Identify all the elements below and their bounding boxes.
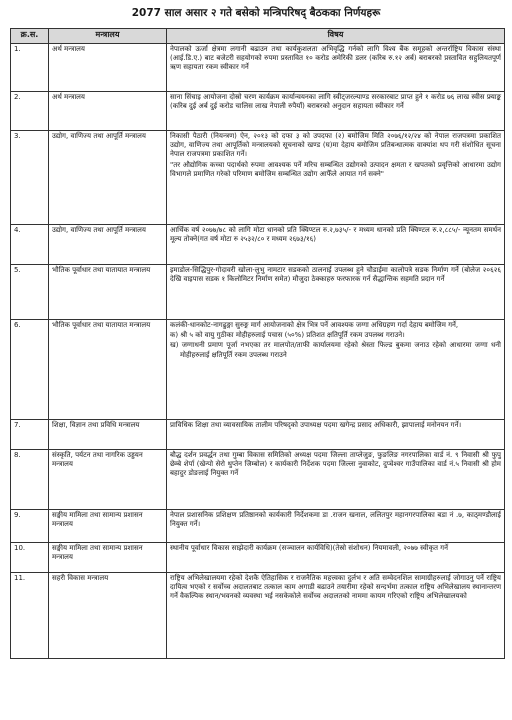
row-ministry: संस्कृति, पर्यटन तथा नागरिक उड्डयन मन्त्रालय	[49, 450, 167, 510]
table-row	[11, 131, 505, 225]
decisions-table	[10, 28, 505, 659]
row-sn: 6.	[11, 320, 49, 420]
row-ministry: अर्थ मन्त्रालय	[49, 92, 167, 131]
page-title: 2077 साल असार २ गते बसेको मन्त्रिपरिषद् बैठकका निर्णयहरू	[131, 7, 381, 19]
row-subject: स्थानीय पूर्वाधार विकास साझेदारी कार्यक्रम (सञ्चालन कार्यविधि)(तेस्रो संशोधन) नियमावली, २०७७ स्वीकृत गर्ने	[167, 543, 505, 573]
list-item: क) श्री ५ को वायु गुठीका मोहीहरुलाई पचास (५०%) प्रतिशत क्षतिपूर्ति रकम उपलब्ध गराउने।	[170, 331, 405, 340]
table-row	[11, 510, 505, 543]
row-sn: 4.	[11, 225, 49, 265]
row-ministry: भौतिक पूर्वाधार तथा यातायात मन्त्रालय	[49, 320, 167, 420]
row-subject: प्राविधिक शिक्षा तथा व्यावसायिक तालीम परिषद्को उपाध्यक्ष पदमा खगेन्द्र प्रसाद अधिकारी, झापालाई मनोनयन गर्ने।	[167, 420, 505, 450]
table-row	[11, 420, 505, 450]
row-ministry: सङ्घीय मामिला तथा सामान्य प्रशासन मन्त्रालय	[49, 510, 167, 543]
table-row	[11, 573, 505, 659]
row-subject: बौद्ध दर्शन प्रवर्द्धन तथा गुम्बा विकास समितिको अध्यक्ष पदमा जिल्ला ताप्लेजुङ, फुङलिङ नगरपालिका वार्ड नं. ९ निवासी श्री फुपु छेम्बे शेर्पा (खेन्पो सेरो थुप्तेन जिम्बोल) र कार्यकारी निर्देशक पदमा जिल्ला नुवाकोट, दुप्चेश्वर गाउँपालिका वार्ड नं.५ निवासी श्री होम बहादुर डोङलाई नियुक्त गर्ने	[167, 450, 505, 510]
row-sn: 7.	[11, 420, 49, 450]
row-sn: 11.	[11, 573, 49, 659]
table-row	[11, 225, 505, 265]
row-ministry: शिक्षा, विज्ञान तथा प्रविधि मन्त्रालय	[49, 420, 167, 450]
row-subject: कलंकी-धानकोट-नागढुङ्गा सुरुङ्ग मार्ग आयोजनाको क्षेत्र भित्र पर्ने आवश्यक जग्गा अधिग्रहण गर्दा देहाय बमोजिम गर्ने,	[170, 321, 459, 329]
row-subject-cell	[167, 131, 505, 225]
row-subject: नेपालको ऊर्जा क्षेत्रमा लगानी बढाउन तथा कार्यकुशलता अभिवृद्धि गर्नको लागि विश्व बैंक समूहको अन्तर्राष्ट्रिय विकास संस्था (आई.डि.ए.) बाट बजेटरी सहयोगको रुपमा प्रस्तावित १० करोड अमेरिकी डलर (करिब रु.१२ अर्ब) बराबरको प्रस्तावित सहुलियतपूर्ण ऋण सहायता रकम स्वीकार गर्ने	[167, 44, 505, 92]
row-ministry: उद्योग, वाणिज्य तथा आपूर्ति मन्त्रालय	[49, 225, 167, 265]
row-subject: राष्ट्रिय अभिलेखालयमा रहेको देशकै ऐतिहासिक र राजनैतिक महत्त्वका दुर्लभ र अति सम्वेदनशिल सामाग्रीहरुलाई जोगाउनु पर्ने राष्ट्रिय दायित्व भएको र सर्वोच्च अदालतबाट तत्काल काम अगाडी बढाउने तयारीमा रहेको सन्दर्भमा तत्काल राष्ट्रिय अभिलेखालय स्थानान्तरण गर्ने वैकल्पिक स्थान/भवनको व्यवस्था भई नसकेकोले सर्वोच्च अदालतको नाममा कायम गरिएको राष्ट्रिय अभिलेखालयको	[167, 573, 505, 659]
row-ministry: उद्योग, वाणिज्य तथा आपूर्ति मन्त्रालय	[49, 131, 167, 225]
row-subject: आर्थिक वर्ष २०७७/७८ को लागि मोटा धानको प्रति क्विण्टल रु.२,७३५/- र मध्यम धानको प्रति क्विण्टल रु.२,८८५/- न्यूनतम समर्थन मूल्य तोक्ने(गत वर्ष मोटा रु २५३२/८० र मध्यम २६७३/१६)	[167, 225, 505, 265]
row-ministry: सहरी विकास मन्त्रालय	[49, 573, 167, 659]
row-sn: 8.	[11, 450, 49, 510]
row-subject-quote: "तर औद्योगिक कच्चा पदार्थको रुपमा आवश्यक पर्ने मरिच सम्बन्धित उद्योगको उत्पादन क्षमता र खपतको प्रवृत्तिको आधारमा उद्योग विभागले प्रमाणित गरेको परिमाण बमोजिम सम्बन्धित उद्योग आफैँले आयात गर्न सक्ने"	[170, 160, 501, 178]
table-header-row	[11, 29, 505, 44]
row-ministry: भौतिक पूर्वाधार तथा यातायात मन्त्रालय	[49, 265, 167, 320]
table-row	[11, 543, 505, 573]
row-sn: 9.	[11, 510, 49, 543]
table-row	[11, 265, 505, 320]
header-ministry: मन्त्रालय	[49, 29, 167, 44]
header-subject: विषय	[167, 29, 505, 44]
row-sn: 3.	[11, 131, 49, 225]
table-row	[11, 320, 505, 420]
header-sn: क्र.स.	[11, 29, 49, 44]
row-ministry: सङ्घीय मामिला तथा सामान्य प्रशासन मन्त्रालय	[49, 543, 167, 573]
row-ministry: अर्थ मन्त्रालय	[49, 44, 167, 92]
table-row	[11, 44, 505, 92]
row-sn: 5.	[11, 265, 49, 320]
list-item: ख) जग्गाधनी प्रमाण पूर्जा नभएका तर मालपोत/ताफी कार्यालयमा रहेको श्रेस्ता फिल्ड बुकमा जनाउ रहेको आधारमा जग्गा धनी मोहीहरुलाई क्षतिपूर्ति रकम उपलब्ध गराउने	[170, 341, 501, 359]
row-subject: साना सिंचाइ आयोजना दोस्रो चरण कार्यक्रम कार्यान्वयनका लागि स्वीट्जरल्याण्ड सरकारबाट प्राप्त हुने १ करोड ७६ लाख स्वीस फ्र्याङ्क (करिब दुई अर्ब दुई करोड चालिस लाख नेपाली रुपैयाँ) बराबरको अनुदान सहायता स्वीकार गर्ने	[167, 92, 505, 131]
row-sn: 10.	[11, 543, 49, 573]
row-subject: नेपाल प्रशासनिक प्रशिक्षण प्रतिष्ठानको कार्यकारी निर्देशकमा डा .राजन खनाल, ललितपुर महानगरपालिका बडा नं .७, काठ्मण्डौलाई नियुक्त गर्ने।	[167, 510, 505, 543]
row-subject: इमाडोल-सिद्धिपुर-गोदावरी खोला-लुभु नामटार सडकको ठालनाई उपलब्ध हुने चौडाईमा कालोपत्रे सडक निर्माण गर्ने (बोलेज २०६२६ देखि वाइपास सडक १ किलोमिटर निर्माण समेत) मौजुदा ठेक्काहरु फरफारक गर्न सैद्धान्तिक सहमति प्रदान गर्ने	[167, 265, 505, 320]
row-sn: 2.	[11, 92, 49, 131]
row-subject: निकासी पैठारी (नियन्त्रण) ऐन, २०१३ को दफा ३ को उपदफा (२) बमोजिम मिति २०७६/१२/२४ को नेपाल राजपत्रमा प्रकाशित उद्योग, वाणिज्य तथा आपूर्तिको मन्त्रालयको सूचनाको खण्ड (घ)मा देहाय बमोजिम प्रतिबन्धात्मक वाक्यांश थप गरी संशोधित सूचना नेपाल राजपत्रमा प्रकाशित गर्ने।	[170, 132, 501, 159]
table-row	[11, 450, 505, 510]
row-subject-cell	[167, 320, 505, 420]
row-sn: 1.	[11, 44, 49, 92]
table-row	[11, 92, 505, 131]
